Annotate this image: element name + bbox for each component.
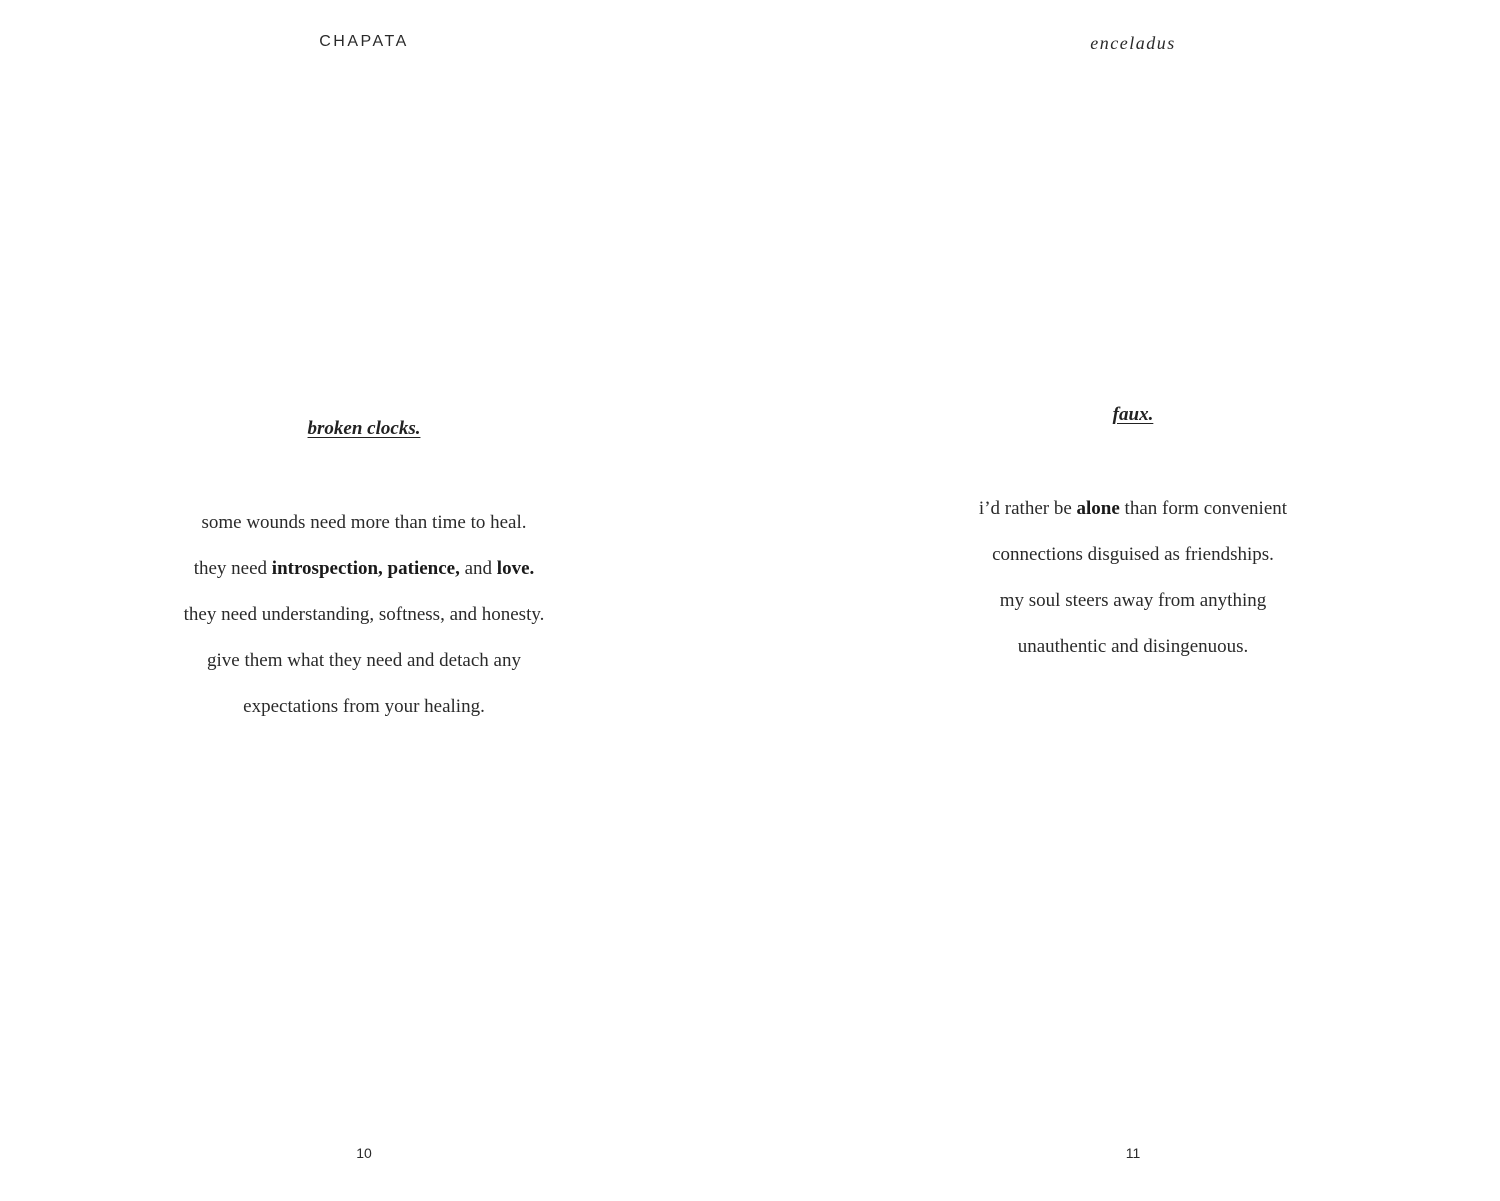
poem-line bbox=[853, 494, 1413, 540]
poem-line bbox=[84, 508, 644, 554]
page-number: 11 bbox=[1125, 1145, 1141, 1161]
line-text: they need understanding, softness, and honesty. bbox=[183, 604, 545, 625]
poem-title: faux. bbox=[1112, 404, 1154, 425]
line-text: than form convenient bbox=[1119, 498, 1288, 519]
emphasized-text: introspection, patience, bbox=[271, 558, 460, 579]
poem-line bbox=[84, 600, 644, 646]
poem-line bbox=[84, 646, 644, 692]
emphasized-text: alone bbox=[1076, 498, 1120, 519]
poem-body bbox=[84, 508, 644, 738]
poem-body bbox=[853, 494, 1413, 678]
line-text: they need bbox=[193, 558, 272, 579]
line-text: connections disguised as friendships. bbox=[992, 544, 1274, 565]
line-text: my soul steers away from anything bbox=[999, 590, 1267, 611]
poem-line bbox=[853, 586, 1413, 632]
line-text: i’d rather be bbox=[978, 498, 1077, 519]
emphasized-text: love. bbox=[496, 558, 535, 579]
line-text: and bbox=[459, 558, 497, 579]
running-head-author: CHAPATA bbox=[319, 33, 409, 50]
right-page bbox=[750, 0, 1500, 1201]
line-text: some wounds need more than time to heal. bbox=[201, 512, 527, 533]
line-text: expectations from your healing. bbox=[243, 696, 485, 717]
poem-line bbox=[84, 554, 644, 600]
line-text: unauthentic and disingenuous. bbox=[1017, 636, 1249, 657]
page-number: 10 bbox=[356, 1145, 372, 1161]
running-head-book-title: enceladus bbox=[1090, 33, 1176, 53]
line-text: give them what they need and detach any bbox=[207, 650, 521, 671]
poem-line bbox=[853, 540, 1413, 586]
poem-line bbox=[853, 632, 1413, 678]
poem-line bbox=[84, 692, 644, 738]
poem-title: broken clocks. bbox=[307, 418, 421, 439]
